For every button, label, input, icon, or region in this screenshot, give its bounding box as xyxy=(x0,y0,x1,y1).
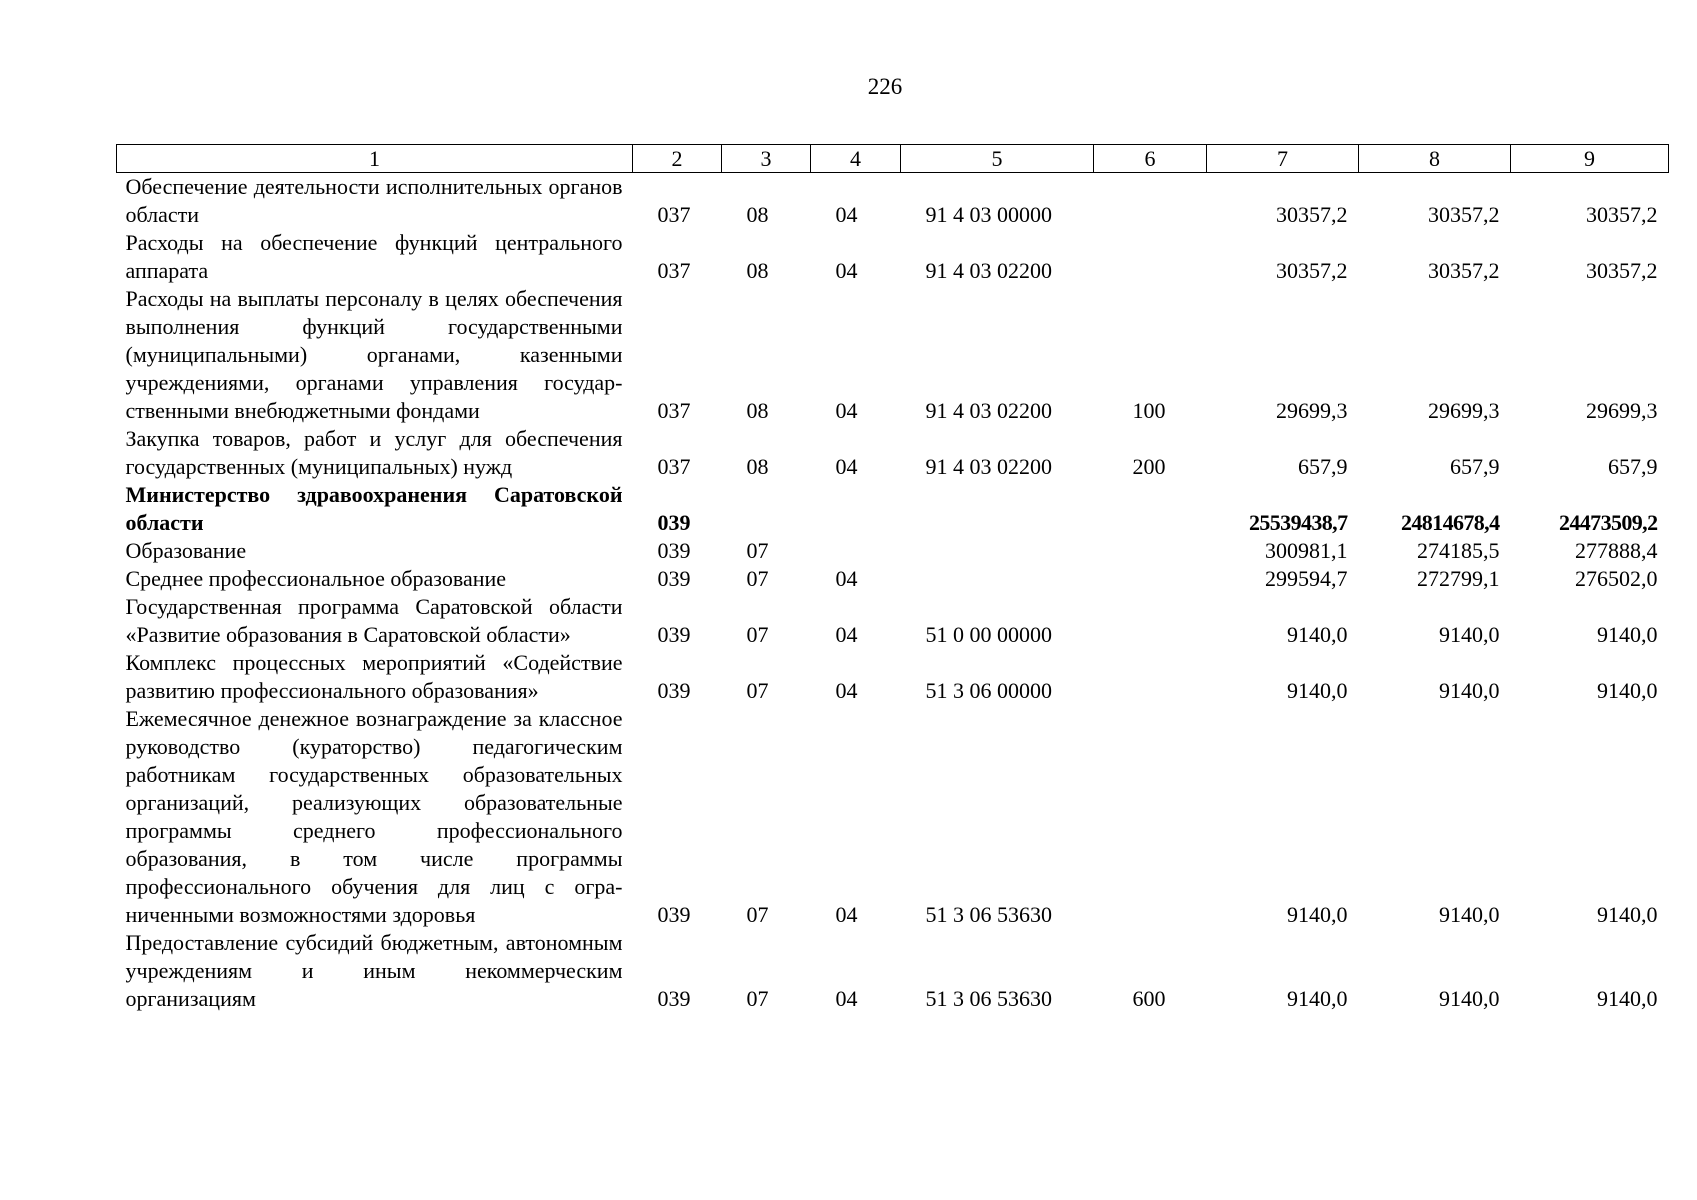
row-name: Комплекс процессных мероприятий «Содействие развитию профессионального образования» xyxy=(125,650,623,703)
row-amount-col9: 30357,2 xyxy=(1586,258,1658,283)
row-subsection-code: 04 xyxy=(835,454,858,479)
column-header: 5 xyxy=(901,145,1094,173)
row-section-code: 08 xyxy=(746,398,769,423)
row-section-code: 07 xyxy=(746,902,769,927)
row-amount-col8: 9140,0 xyxy=(1439,678,1500,703)
row-amount-col9: 30357,2 xyxy=(1586,202,1658,227)
row-amount-col8: 9140,0 xyxy=(1439,986,1500,1011)
row-ministry-code: 039 xyxy=(657,678,691,703)
row-amount-col7: 30357,2 xyxy=(1276,202,1348,227)
row-amount-col8: 24814678,4 xyxy=(1400,510,1500,535)
row-amount-col8: 272799,1 xyxy=(1417,566,1500,591)
row-amount-col7: 299594,7 xyxy=(1265,566,1348,591)
row-expense-type xyxy=(1094,173,1207,230)
row-subsection-code xyxy=(811,481,901,537)
row-section-code: 07 xyxy=(746,678,769,703)
table-row xyxy=(117,593,1669,649)
row-expense-type: 600 xyxy=(1132,986,1166,1011)
row-name: Государственная программа Саратовской области «Развитие образования в Саратовской области» xyxy=(125,594,623,647)
row-amount-col9: 9140,0 xyxy=(1597,902,1658,927)
row-amount-col7: 30357,2 xyxy=(1276,258,1348,283)
table-row xyxy=(117,565,1669,593)
table-row xyxy=(117,649,1669,705)
row-amount-col8: 30357,2 xyxy=(1428,202,1500,227)
row-expense-type xyxy=(1094,649,1207,705)
row-target-article: 91 4 03 02200 xyxy=(925,258,1052,283)
row-subsection-code: 04 xyxy=(835,566,858,591)
row-amount-col9: 277888,4 xyxy=(1575,538,1658,563)
row-target-article: 91 4 03 00000 xyxy=(925,202,1052,227)
row-amount-col9: 276502,0 xyxy=(1575,566,1658,591)
row-subsection-code xyxy=(811,537,901,565)
row-amount-col9: 9140,0 xyxy=(1597,678,1658,703)
row-amount-col9: 657,9 xyxy=(1608,454,1658,479)
row-name: Обеспечение деятельности исполнительных органов области xyxy=(125,174,623,227)
column-header: 6 xyxy=(1094,145,1207,173)
column-header: 7 xyxy=(1207,145,1359,173)
table-row xyxy=(117,425,1669,481)
row-subsection-code: 04 xyxy=(835,678,858,703)
header-row xyxy=(117,145,1669,173)
row-amount-col7: 9140,0 xyxy=(1287,986,1348,1011)
row-name: Министерство здравоохранения Саратовской области xyxy=(125,482,623,535)
table-row xyxy=(117,173,1669,230)
row-target-article: 51 3 06 00000 xyxy=(925,678,1052,703)
column-header: 8 xyxy=(1359,145,1511,173)
row-name: Предоставление субсидий бюджетным, автономным учреждениям и иным некоммерческим организациям xyxy=(125,930,623,1011)
budget-table xyxy=(116,144,1669,1013)
row-subsection-code: 04 xyxy=(835,902,858,927)
row-section-code: 08 xyxy=(746,454,769,479)
row-ministry-code: 037 xyxy=(657,202,691,227)
row-section-code xyxy=(722,481,811,537)
row-amount-col7: 25539438,7 xyxy=(1248,510,1348,535)
row-expense-type xyxy=(1094,481,1207,537)
table-row xyxy=(117,481,1669,537)
row-target-article xyxy=(901,565,1094,593)
row-ministry-code: 039 xyxy=(657,538,691,563)
row-amount-col8: 29699,3 xyxy=(1428,398,1500,423)
row-ministry-code: 037 xyxy=(657,398,691,423)
table-header xyxy=(117,145,1669,173)
row-ministry-code: 039 xyxy=(657,622,691,647)
row-expense-type xyxy=(1094,565,1207,593)
row-amount-col7: 657,9 xyxy=(1298,454,1348,479)
row-section-code: 07 xyxy=(746,622,769,647)
row-ministry-code: 039 xyxy=(657,566,691,591)
row-name: Расходы на обеспечение функций центрального аппарата xyxy=(125,230,623,283)
row-amount-col9: 24473509,2 xyxy=(1558,510,1658,535)
row-amount-col8: 657,9 xyxy=(1450,454,1500,479)
column-header: 4 xyxy=(811,145,901,173)
row-amount-col9: 9140,0 xyxy=(1597,622,1658,647)
row-subsection-code: 04 xyxy=(835,258,858,283)
row-target-article: 51 3 06 53630 xyxy=(925,902,1052,927)
row-target-article: 51 0 00 00000 xyxy=(925,622,1052,647)
row-ministry-code: 037 xyxy=(657,454,691,479)
row-amount-col7: 300981,1 xyxy=(1265,538,1348,563)
table-row xyxy=(117,537,1669,565)
table-row xyxy=(117,285,1669,425)
row-ministry-code: 039 xyxy=(657,510,691,535)
table-row xyxy=(117,229,1669,285)
row-amount-col9: 29699,3 xyxy=(1586,398,1658,423)
row-ministry-code: 037 xyxy=(657,258,691,283)
row-target-article: 91 4 03 02200 xyxy=(925,398,1052,423)
column-header: 3 xyxy=(722,145,811,173)
column-header: 9 xyxy=(1511,145,1669,173)
row-section-code: 08 xyxy=(746,258,769,283)
row-amount-col7: 9140,0 xyxy=(1287,678,1348,703)
row-amount-col9: 9140,0 xyxy=(1597,986,1658,1011)
row-expense-type: 200 xyxy=(1132,454,1166,479)
row-name: Ежемесячное денежное вознаграждение за классное руководство (кураторство) педагогическим работникам государственных образовательных организаций, реализующих образовательные программы среднего профессионального образования, в том числе программы профессионального обучения для лиц с ограниченными возможностями здоровья xyxy=(125,706,623,927)
page-number: 226 xyxy=(867,74,903,99)
column-header: 2 xyxy=(633,145,722,173)
row-expense-type xyxy=(1094,593,1207,649)
row-amount-col8: 9140,0 xyxy=(1439,622,1500,647)
table-body xyxy=(117,173,1669,1014)
row-target-article xyxy=(901,537,1094,565)
table-row xyxy=(117,929,1669,1013)
row-amount-col8: 9140,0 xyxy=(1439,902,1500,927)
row-amount-col7: 29699,3 xyxy=(1276,398,1348,423)
row-expense-type xyxy=(1094,705,1207,929)
row-expense-type: 100 xyxy=(1132,398,1166,423)
row-subsection-code: 04 xyxy=(835,622,858,647)
row-section-code: 08 xyxy=(746,202,769,227)
row-subsection-code: 04 xyxy=(835,986,858,1011)
row-name: Закупка товаров, работ и услуг для обеспечения государственных (муниципальных) нужд xyxy=(125,426,623,479)
row-target-article: 51 3 06 53630 xyxy=(925,986,1052,1011)
row-section-code: 07 xyxy=(746,566,769,591)
row-expense-type xyxy=(1094,537,1207,565)
column-header: 1 xyxy=(117,145,633,173)
table-row xyxy=(117,705,1669,929)
row-amount-col7: 9140,0 xyxy=(1287,902,1348,927)
row-subsection-code: 04 xyxy=(835,398,858,423)
row-subsection-code: 04 xyxy=(835,202,858,227)
row-section-code: 07 xyxy=(746,986,769,1011)
row-amount-col8: 274185,5 xyxy=(1417,538,1500,563)
row-name: Среднее профессиональное образование xyxy=(125,566,507,591)
row-ministry-code: 039 xyxy=(657,902,691,927)
row-ministry-code: 039 xyxy=(657,986,691,1011)
row-target-article: 91 4 03 02200 xyxy=(925,454,1052,479)
row-section-code: 07 xyxy=(746,538,769,563)
row-amount-col8: 30357,2 xyxy=(1428,258,1500,283)
row-name: Образование xyxy=(125,538,247,563)
row-name: Расходы на выплаты персоналу в целях обеспечения выполнения функций государственными (муниципальными) органами, казенными учреждениями, органами управления государственными внебюджетными фондами xyxy=(125,286,623,423)
row-expense-type xyxy=(1094,229,1207,285)
row-target-article xyxy=(901,481,1094,537)
row-amount-col7: 9140,0 xyxy=(1287,622,1348,647)
